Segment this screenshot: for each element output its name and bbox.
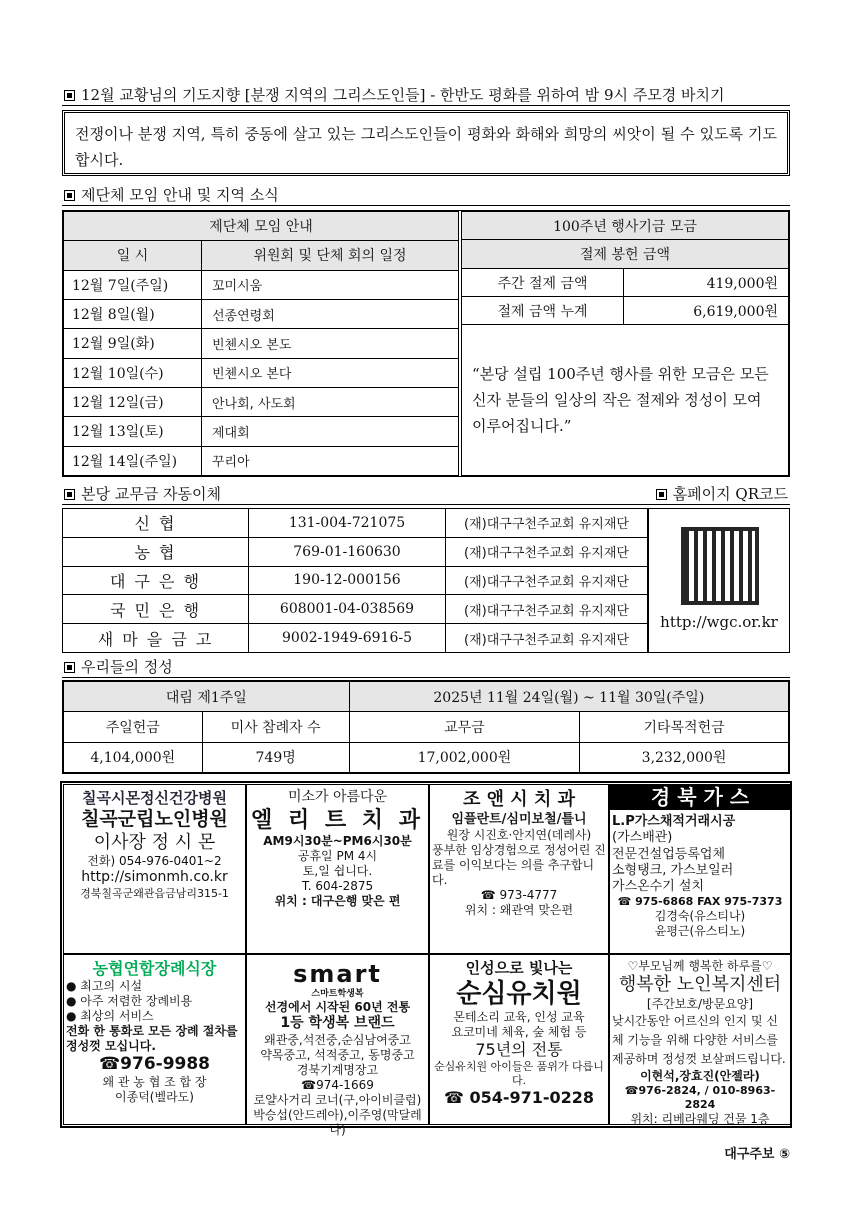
meeting-row	[64, 387, 459, 416]
ad-line: 경 북 가 스	[610, 785, 790, 810]
weekly-value: 419,000원	[624, 269, 789, 297]
ad-line: [주간보호/방문요양]	[646, 996, 754, 1011]
ad-line: 윤평근(유스티노)	[654, 924, 746, 938]
ad-line: (가스배관)	[612, 830, 673, 846]
ad-line: 가스온수기 설치	[612, 879, 705, 894]
prayer-heading	[62, 84, 790, 106]
account-holder: (재)대구구천주교회 유지재단	[446, 509, 648, 538]
meeting-event: 안나회, 사도회	[202, 387, 459, 416]
ad-line: 행복한 노인복지센터	[618, 974, 782, 995]
value-attendance: 749명	[202, 742, 349, 772]
meeting-row	[64, 446, 459, 475]
ad-4	[609, 784, 791, 954]
ad-line: AM9시30분~PM6시30분	[263, 834, 412, 848]
ad-line: 75년의 전통	[475, 1040, 563, 1060]
ad-line: 칠곡시몬정신건강병원	[82, 789, 227, 807]
bank-table	[62, 508, 790, 653]
meetings-heading	[62, 184, 790, 206]
ad-line: T. 604-2875	[301, 879, 374, 893]
qr-code-icon[interactable]	[681, 527, 759, 605]
weekly-label: 주간 절제 금액	[462, 269, 624, 297]
offering-week: 대림 제1주일	[64, 682, 350, 712]
ad-7	[429, 954, 609, 1125]
account-number[interactable]: 9002-1949-6916-5	[249, 624, 446, 653]
ad-line: 로얄사거리 코너(구,아이비클럽)	[253, 1092, 422, 1107]
ad-line: 스마트학생복	[311, 989, 364, 999]
bank-heading	[62, 483, 790, 505]
offering-period: 2025년 11월 24일(월) ~ 11월 30일(주일)	[349, 682, 788, 712]
header-sunday: 주일헌금	[64, 712, 203, 742]
offering-heading	[62, 656, 790, 678]
page-number: ⑤	[778, 1147, 790, 1162]
account-holder: (재)대구구천주교회 유지재단	[446, 595, 648, 624]
meeting-title: 제단체 모임 안내	[64, 212, 459, 241]
ad-line: 소형탱크, 가스보일러	[612, 862, 734, 878]
ad-line: ● 최상의 서비스	[66, 1009, 154, 1023]
header-attendance: 미사 참례자 수	[202, 712, 349, 742]
ad-line: 요코미네 체육, 숲 체험 등	[451, 1025, 587, 1040]
prayer-heading-text: 12월 교황님의 기도지향 [분쟁 지역의 그리스도인들] - 한반도 평화를 위하여 밤 9시 주모경 바치기	[81, 86, 725, 104]
meeting-row	[64, 270, 459, 299]
fund-title: 100주년 행사기금 모금	[462, 212, 789, 240]
bullet-icon	[64, 489, 75, 500]
footer-label: 대구주보	[724, 1147, 775, 1162]
ad-line: 인성으로 빛나는	[465, 959, 573, 977]
meeting-date: 12월 8일(월)	[64, 299, 202, 328]
ad-line: ☎ 975-6868 FAX 975-7373	[617, 895, 783, 909]
ad-line: 이사장 정 시 몬	[93, 831, 216, 853]
meeting-event: 선종연령회	[202, 299, 459, 328]
bank-name: 신 협	[63, 509, 249, 538]
ad-line: 위치: 리베라웨딩 건물 1층	[630, 1111, 770, 1126]
meeting-row	[64, 299, 459, 328]
value-sunday: 4,104,000원	[64, 742, 203, 772]
account-holder: (재)대구구천주교회 유지재단	[446, 624, 648, 653]
header-dues: 교무금	[349, 712, 579, 742]
ad-line: 왜 관 농 협 조 합 장	[102, 1075, 207, 1090]
meeting-event: 빈첸시오 본다	[202, 358, 459, 387]
ad-line: 전화 한 통화로 모든 장례 절차를 정성껏 모십니다.	[66, 1024, 238, 1053]
ad-2	[246, 784, 429, 954]
ad-3	[429, 784, 609, 954]
ad-line: ☎976-2824, / 010-8963-2824	[624, 1084, 776, 1111]
fund-subtitle: 절제 봉헌 금액	[462, 240, 789, 269]
ad-line: 전문건설업등록업체	[612, 846, 726, 862]
ad-line: 위치 : 왜관역 맞은편	[464, 902, 574, 917]
ad-line: 조 앤 시 치 과	[462, 789, 575, 810]
offering-heading-text: 우리들의 정성	[81, 658, 173, 676]
ad-line: 풍부한 임상경험으로 정성어린 진료를 이익보다는 의를 추구합니다.	[432, 842, 606, 887]
meeting-date: 12월 7일(주일)	[64, 270, 202, 299]
account-number[interactable]: 190-12-000156	[249, 566, 446, 595]
ad-8	[609, 954, 791, 1125]
ad-line: 박승섭(안드레아),이주영(막달레나)	[253, 1107, 422, 1137]
ad-line: ☎974-1669	[301, 1077, 374, 1092]
ad-line: L.P가스채적거래시공	[612, 814, 736, 829]
ad-line: ☎ 973-4777	[480, 887, 558, 902]
bullet-icon	[64, 190, 75, 201]
ad-line: ☎976-9988	[98, 1054, 211, 1074]
ad-line: 위치 : 대구은행 맞은 편	[274, 894, 401, 908]
ad-line: 토,일 쉽니다.	[302, 864, 373, 878]
account-number[interactable]: 769-01-160630	[249, 537, 446, 566]
meeting-event: 제대회	[202, 417, 459, 446]
bullet-icon	[64, 90, 75, 101]
meeting-date: 12월 9일(화)	[64, 329, 202, 358]
ad-line: 경북기계명장고	[296, 1062, 379, 1077]
account-holder: (재)대구구천주교회 유지재단	[446, 566, 648, 595]
qr-heading-text: 홈페이지 QR코드	[672, 485, 788, 503]
qr-panel	[648, 508, 790, 653]
footer	[724, 1143, 790, 1162]
account-holder: (재)대구구천주교회 유지재단	[446, 537, 648, 566]
meeting-date: 12월 14일(주일)	[64, 446, 202, 475]
meeting-event: 꼬미시움	[202, 270, 459, 299]
ad-1	[63, 784, 246, 954]
ad-line: smart	[293, 960, 382, 988]
ad-line: ● 최고의 시설	[66, 979, 143, 993]
meeting-schedule	[63, 211, 459, 476]
ad-line: 원장 시진호·안지연(데레사)	[446, 827, 592, 842]
prayer-text: 전쟁이나 분쟁 지역, 특히 중동에 살고 있는 그리스도인들이 평화와 화해와 희망의 씨앗이 될 수 있도록 기도합시다.	[75, 125, 777, 169]
ad-line: 임플란트/심미보철/틀니	[451, 811, 587, 827]
ad-line: 몬테소리 교육, 인성 교육	[453, 1010, 585, 1025]
ad-line: 낮시간동안 어르신의 인지 및 신체 기능을 위해 다양한 서비스를 제공하며 정성껏 보살펴드립니다.	[612, 1013, 786, 1066]
bank-name: 국 민 은 행	[63, 595, 249, 624]
ad-line: 경북칠곡군왜관읍금남리315-1	[80, 886, 229, 900]
ad-line: ● 아주 저렴한 장례비용	[66, 994, 193, 1008]
header-other: 기타목적헌금	[580, 712, 789, 742]
ad-5	[63, 954, 246, 1125]
meetings-panel	[62, 210, 790, 477]
bank-name: 대 구 은 행	[63, 566, 249, 595]
meeting-row	[64, 329, 459, 358]
ad-line: 1등 학생복 브랜드	[280, 1015, 395, 1032]
ad-line: ☎ 054-971-0228	[443, 1087, 595, 1107]
ad-line: 공휴일 PM 4시	[297, 849, 378, 863]
ad-line: 왜관중,석전중,순심남여중고	[264, 1032, 411, 1047]
ad-line: 전화) 054-976-0401~2	[87, 854, 222, 868]
total-value: 6,619,000원	[624, 297, 789, 325]
meetings-heading-text: 제단체 모임 안내 및 지역 소식	[81, 186, 279, 204]
homepage-url[interactable]: http://wgc.or.kr	[660, 613, 778, 631]
bank-heading-text: 본당 교무금 자동이체	[81, 485, 221, 503]
offering-table	[62, 680, 790, 774]
ad-line: 농협연합장례식장	[92, 959, 217, 978]
account-number[interactable]: 131-004-721075	[249, 509, 446, 538]
ad-line: 이종덕(벨라도)	[115, 1090, 194, 1105]
meeting-date: 12월 10일(수)	[64, 358, 202, 387]
bullet-icon	[64, 662, 75, 673]
ad-line: 칠곡군립노인병원	[81, 807, 228, 830]
meeting-row	[64, 358, 459, 387]
bank-name: 농 협	[63, 537, 249, 566]
ad-line: 순심유치원	[456, 978, 582, 1009]
total-label: 절제 금액 누계	[462, 297, 624, 325]
account-number[interactable]: 608001-04-038569	[249, 595, 446, 624]
meeting-date: 12월 12일(금)	[64, 387, 202, 416]
bank-name: 새 마 을 금 고	[63, 624, 249, 653]
meeting-event: 꾸리아	[202, 446, 459, 475]
meeting-event: 빈첸시오 본도	[202, 329, 459, 358]
meeting-date: 12월 13일(토)	[64, 417, 202, 446]
ads-section	[60, 781, 792, 1137]
col-schedule: 위원회 및 단체 회의 일정	[202, 241, 459, 270]
fund-panel	[461, 211, 789, 476]
ad-line: 약목중고, 석적중고, 동명중고	[260, 1047, 415, 1062]
ad-line: 김경숙(유스티나)	[654, 909, 746, 923]
ad-line: 엘 리 트 치 과	[251, 807, 424, 833]
ad-line: 순심유치원 아이들은 품위가 다릅니다.	[434, 1060, 604, 1087]
ad-6	[246, 954, 429, 1137]
value-dues: 17,002,000원	[349, 742, 579, 772]
col-date: 일 시	[64, 241, 202, 270]
ad-line: http://simonmh.co.kr	[81, 869, 228, 885]
ad-line: ♡부모님께 행복한 하루를♡	[627, 959, 773, 973]
ad-line: 이현석,장효진(안젤라)	[640, 1069, 760, 1084]
fund-quote: “본당 설립 100주년 행사를 위한 모금은 모든 신자 분들의 일상의 작은 절제와 정성이 모여 이루어집니다.”	[462, 325, 789, 476]
prayer-box	[62, 110, 790, 176]
meeting-row	[64, 417, 459, 446]
ad-line: 미소가 아름다운	[287, 789, 388, 805]
ad-line: 선경에서 시작된 60년 전통	[264, 1000, 411, 1015]
bullet-icon	[656, 489, 667, 500]
value-other: 3,232,000원	[580, 742, 789, 772]
